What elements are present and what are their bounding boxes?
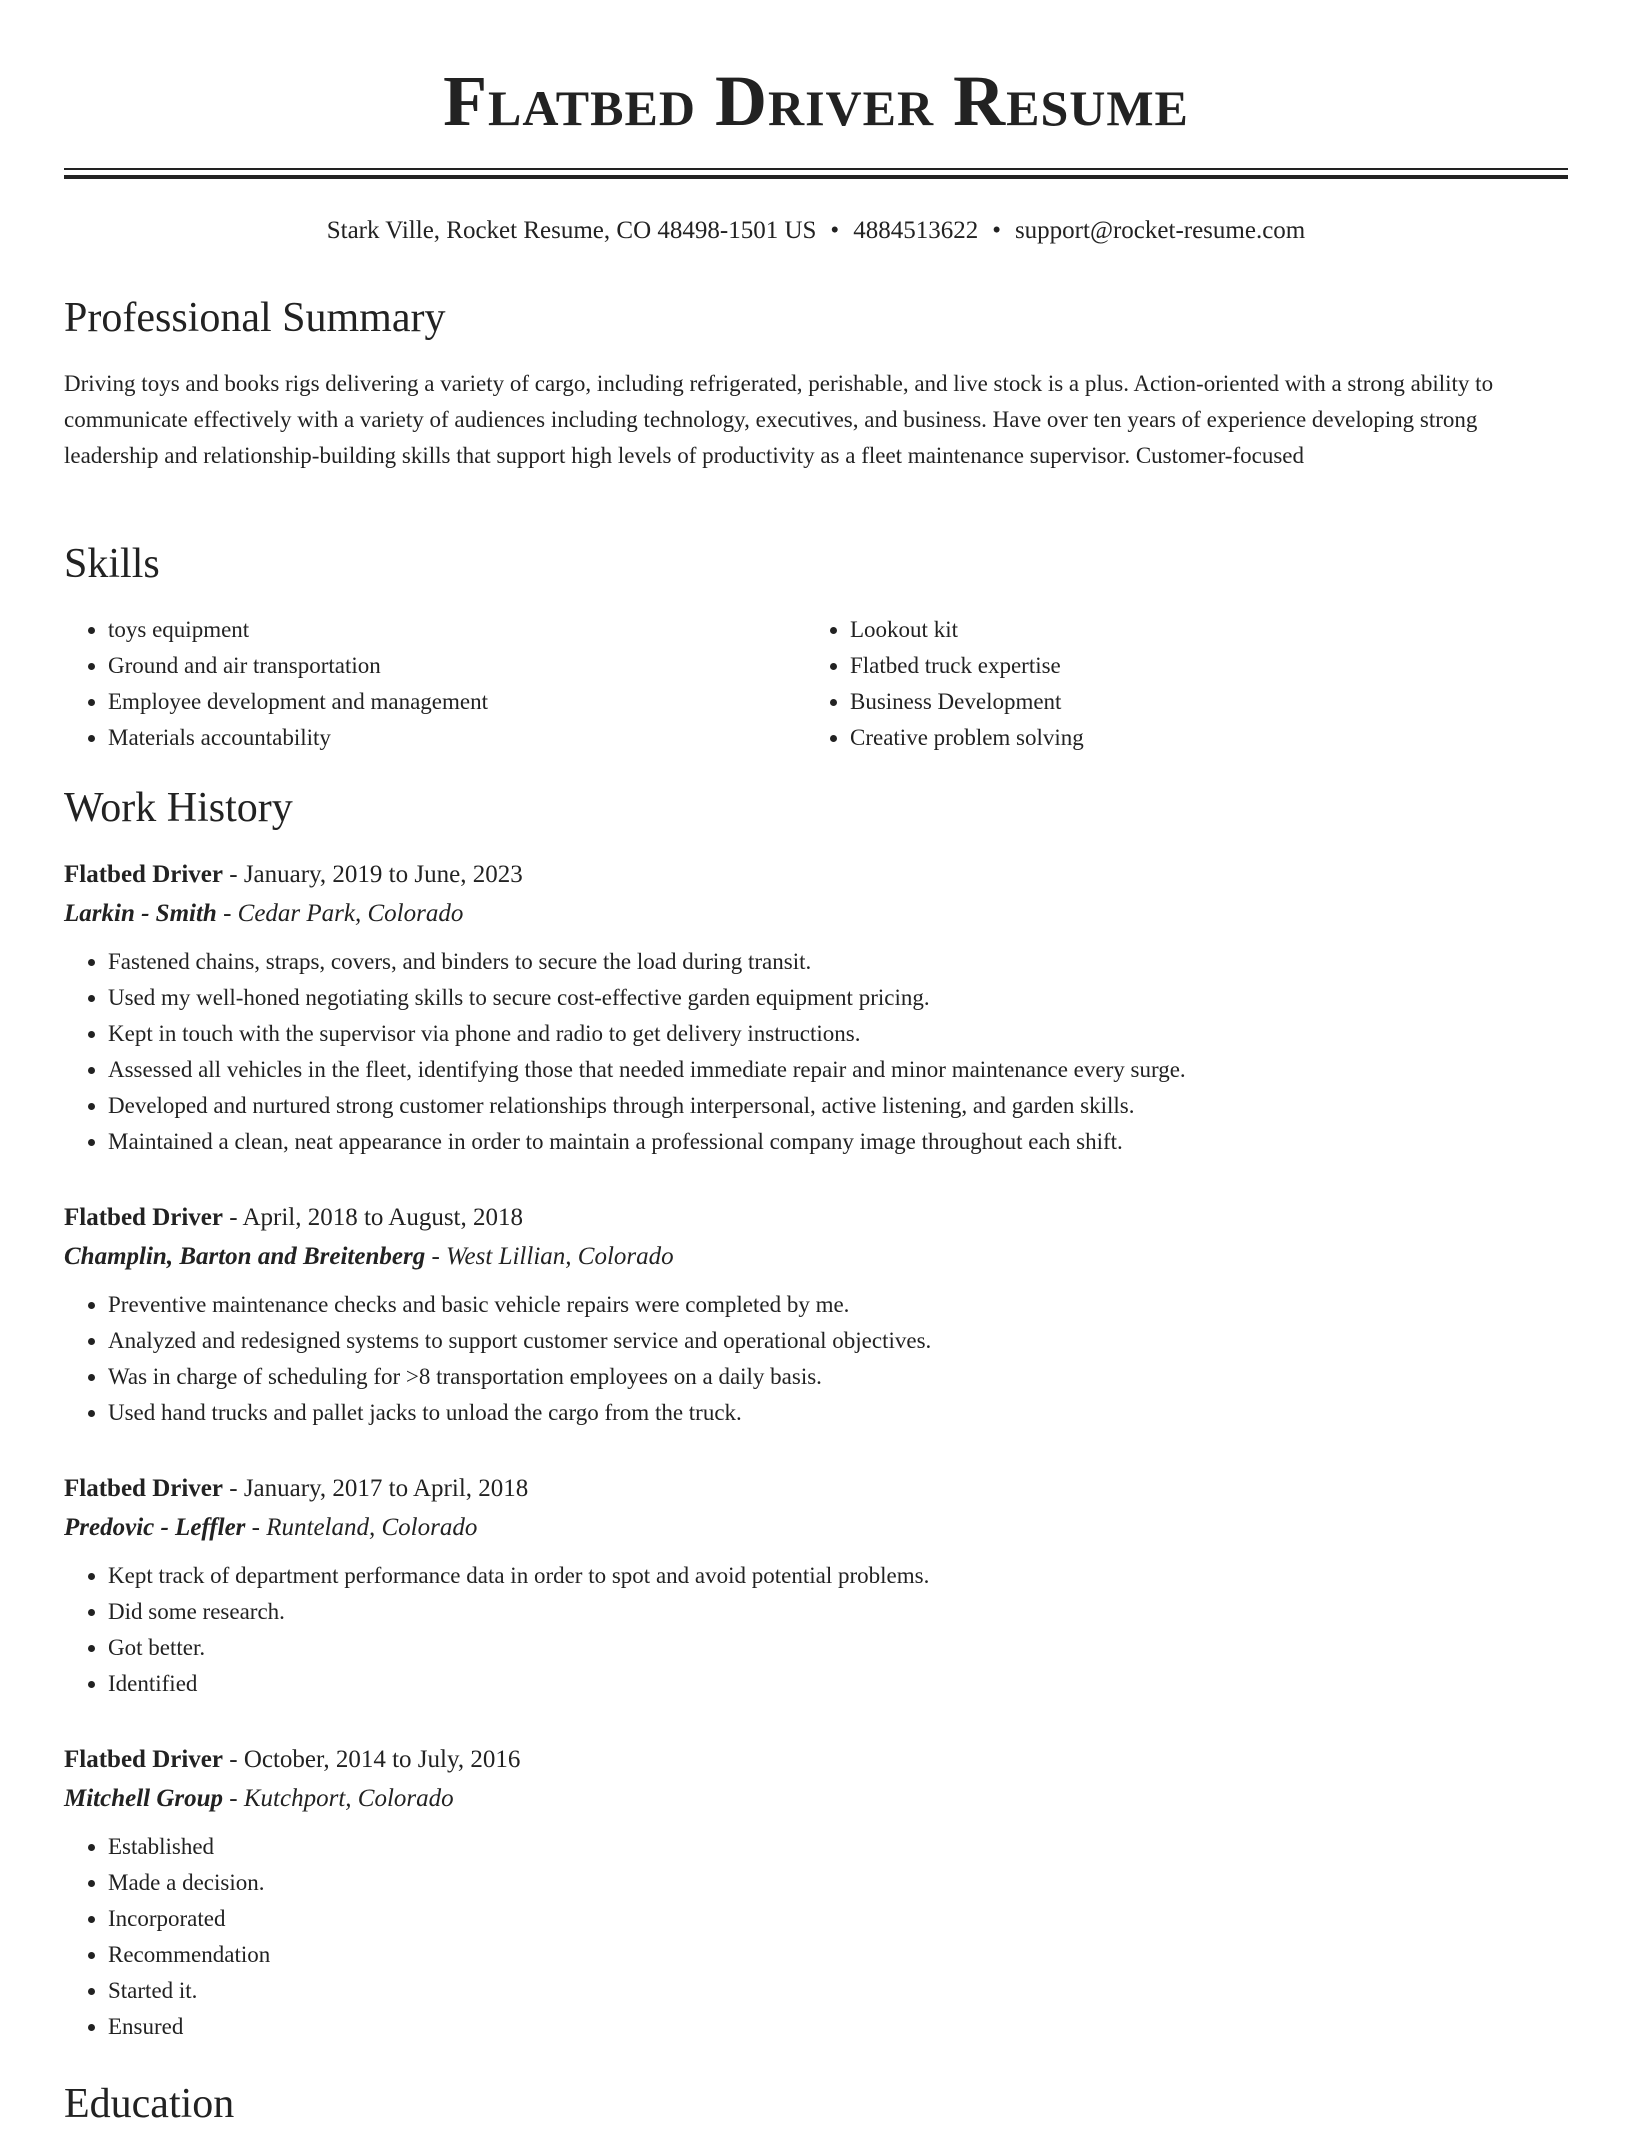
job-location: West Lillian, Colorado [446,1243,674,1270]
work-history-heading: Work History [64,785,293,831]
job-entry [64,1199,1568,1431]
duty-item: • Was in charge of scheduling for >8 transportation employees on a daily basis. [108,1359,1568,1395]
job-company: Larkin - Smith [64,900,217,927]
job-location: Kutchport, Colorado [243,1785,454,1812]
duty-item: • Got better. [108,1630,1568,1666]
job-dash: - [222,1746,244,1773]
duty-item: • Did some research. [108,1594,1568,1630]
duty-item: • Recommendation [108,1937,1568,1973]
job-dash: - [222,861,244,888]
skill-item: • Employee development and management [108,684,808,720]
job-employer [64,1508,1568,1548]
skill-item: • Business Development [850,684,1550,720]
skills-list-right [806,612,1550,756]
duty-item: • Kept track of department performance data in order to spot and avoid potential problems. [108,1558,1568,1594]
duty-item: • Incorporated [108,1901,1568,1937]
duty-item: • Started it. [108,1973,1568,2009]
duty-item: • Established [108,1829,1568,1865]
contact-line [0,214,1632,248]
job-dates: April, 2018 to August, 2018 [242,1204,524,1231]
skill-item: • Flatbed truck expertise [850,648,1550,684]
job-employer [64,1237,1568,1277]
job-dash: - [425,1243,447,1270]
duty-item: • Assessed all vehicles in the fleet, identifying those that needed immediate repair and minor maintenance every surge. [108,1052,1568,1088]
job-title: Flatbed Driver [64,861,223,888]
duty-item: • Used hand trucks and pallet jacks to unload the cargo from the truck. [108,1395,1568,1431]
title-divider-thin [64,168,1568,170]
job-dates: January, 2019 to June, 2023 [243,861,523,888]
contact-email: support@rocket-resume.com [1014,217,1306,244]
summary-text: Driving toys and books rigs delivering a variety of cargo, including refrigerated, perishable, and live stock is a plus. Action-oriented with a strong ability to communicate effectively with a variety of audiences including technology, executives, and business. Have over ten years of experience developing strong leadership and relationship-building skills that support high levels of productivity as a fleet maintenance supervisor. Customer-focused [64,371,1494,468]
job-company: Mitchell Group [64,1785,224,1812]
job-employer [64,1779,1568,1819]
duty-item: • Analyzed and redesigned systems to support customer service and operational objectives. [108,1323,1568,1359]
job-dash: - [222,1204,243,1231]
duty-item: • Maintained a clean, neat appearance in order to maintain a professional company image throughout each shift. [108,1124,1568,1160]
duty-item: • Developed and nurtured strong customer relationships through interpersonal, active listening, and garden skills. [108,1088,1568,1124]
skill-item: • toys equipment [108,612,808,648]
duty-item: • Ensured [108,2009,1568,2045]
job-duties [64,1558,1568,1702]
duty-item: • Preventive maintenance checks and basic vehicle repairs were completed by me. [108,1287,1568,1323]
education-heading: Education [64,2081,235,2127]
duty-item: • Identified [108,1666,1568,1702]
duty-item: • Made a decision. [108,1865,1568,1901]
job-entry [64,1741,1568,2045]
contact-separator: • [992,217,1001,244]
job-title: Flatbed Driver [64,1746,223,1773]
job-employer [64,894,1568,934]
job-duties [64,1829,1568,2045]
job-company: Champlin, Barton and Breitenberg [64,1243,426,1270]
job-company: Predovic - Leffler [64,1514,246,1541]
job-header [64,1470,1568,1508]
job-dash: - [245,1514,267,1541]
job-dash: - [223,1785,244,1812]
contact-phone: 4884513622 [853,217,979,244]
duty-item: • Fastened chains, straps, covers, and binders to secure the load during transit. [108,944,1568,980]
skills-heading: Skills [64,541,160,587]
job-title: Flatbed Driver [64,1204,223,1231]
skills-list-left [64,612,808,756]
resume-title: Flatbed Driver Resume [443,61,1189,141]
job-location: Runteland, Colorado [266,1514,478,1541]
job-dates: January, 2017 to April, 2018 [243,1475,529,1502]
contact-separator: • [830,217,840,244]
job-header [64,856,1568,894]
skill-item: • Lookout kit [850,612,1550,648]
job-duties [64,944,1568,1160]
summary-heading: Professional Summary [64,295,446,341]
duty-item: • Used my well-honed negotiating skills to secure cost-effective garden equipment pricing. [108,980,1568,1016]
job-location: Cedar Park, Colorado [237,900,464,927]
job-header [64,1199,1568,1237]
job-title: Flatbed Driver [64,1475,223,1502]
job-dash: - [216,900,238,927]
job-dash: - [222,1475,244,1502]
skill-item: • Creative problem solving [850,720,1550,756]
job-duties [64,1287,1568,1431]
job-entry [64,856,1568,1160]
contact-address: Stark Ville, Rocket Resume, CO 48498-1501 US [326,217,817,244]
job-dates: October, 2014 to July, 2016 [243,1746,521,1773]
duty-item: • Kept in touch with the supervisor via phone and radio to get delivery instructions. [108,1016,1568,1052]
skill-item: • Ground and air transportation [108,648,808,684]
job-entry [64,1470,1568,1702]
job-header [64,1741,1568,1779]
title-divider-thick [64,175,1568,179]
skill-item: • Materials accountability [108,720,808,756]
